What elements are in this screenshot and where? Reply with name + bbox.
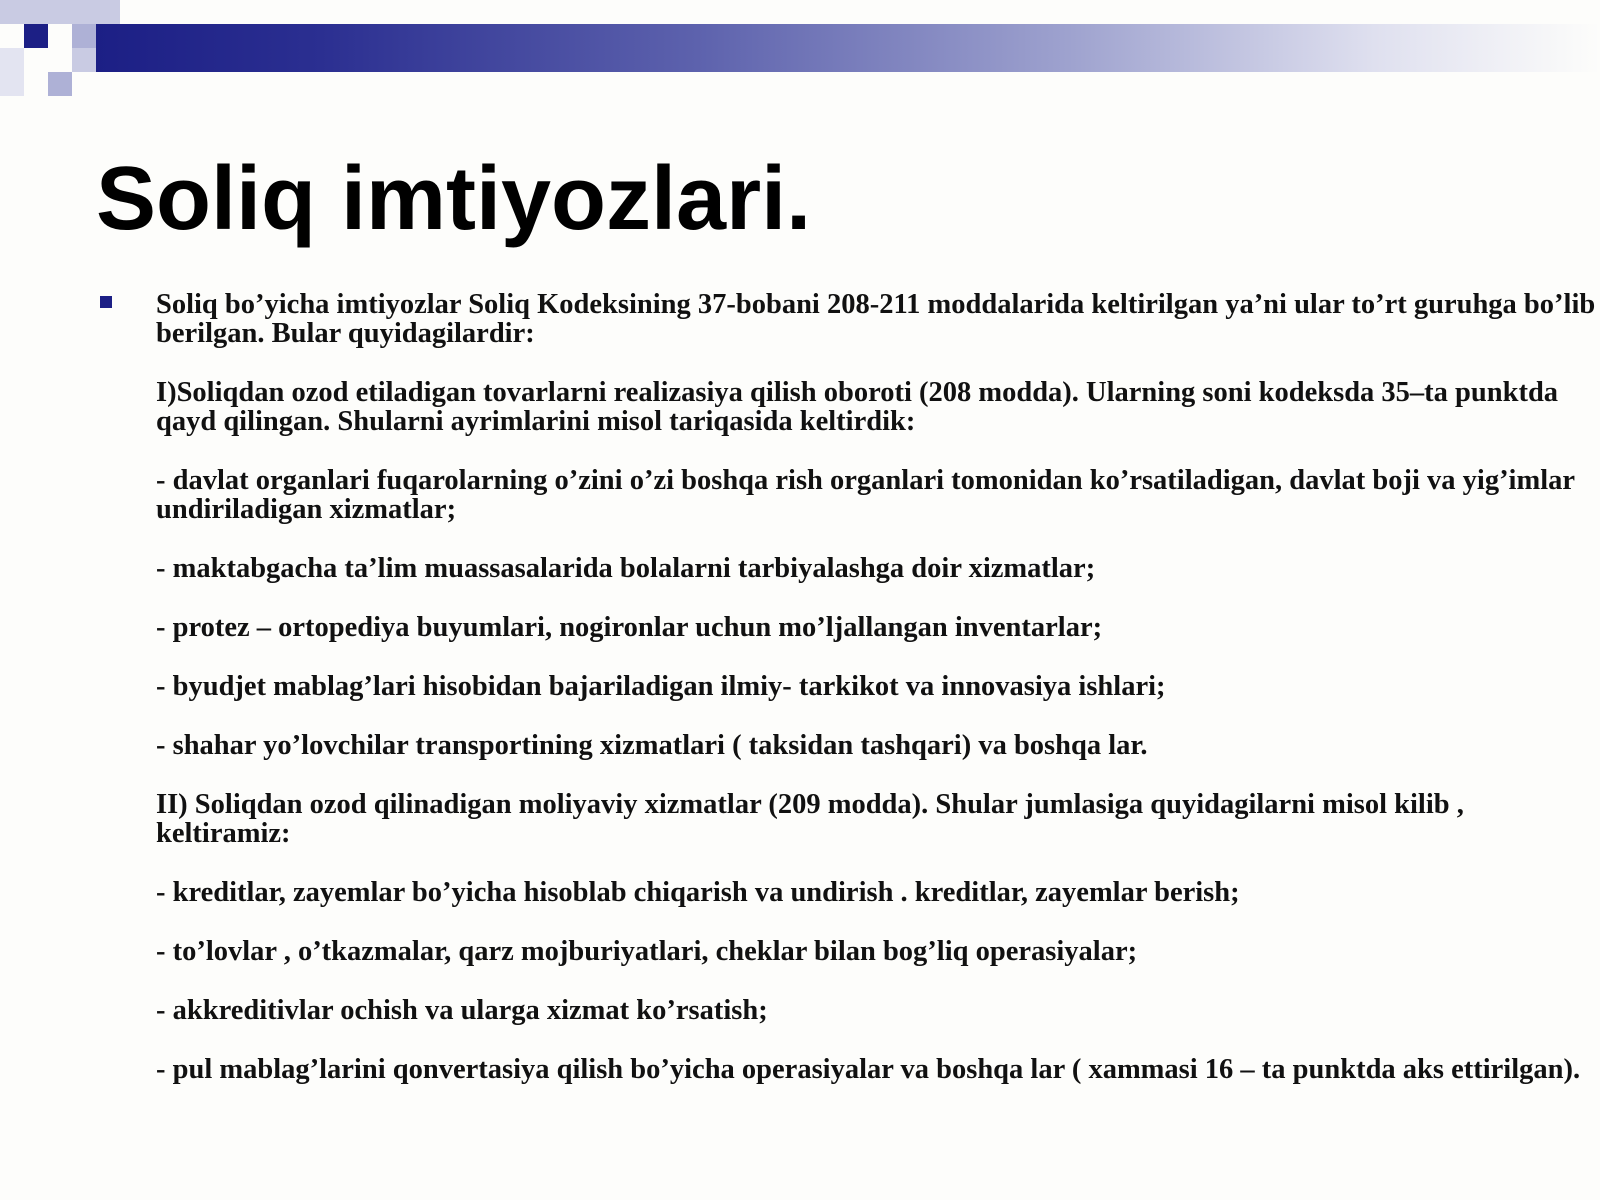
list-item: - pul mablag’larini qonvertasiya qilish bo’yicha operasiyalar va boshqa lar ( xammasi 16 – ta punktda aks ettirilgan). — [156, 1054, 1581, 1085]
bullet-text-block — [156, 290, 1596, 1114]
square-bullet-icon — [100, 296, 112, 308]
header-decoration-square — [72, 0, 120, 24]
list-item: - akkreditivlar ochish va ularga xizmat ko’rsatish; — [156, 995, 768, 1026]
list-item: - to’lovlar , o’tkazmalar, qarz mojburiyatlari, cheklar bilan bog’liq operasiyalar; — [156, 936, 1138, 967]
list-item: - protez – ortopediya buyumlari, nogironlar uchun mo’ljallangan inventarlar; — [156, 612, 1103, 643]
list-item: - shahar yo’lovchilar transportining xizmatlari ( taksidan tashqari) va boshqa lar. — [156, 730, 1148, 761]
list-item: - kreditlar, zayemlar bo’yicha hisoblab chiqarish va undirish . kreditlar, zayemlar berish; — [156, 877, 1240, 908]
list-item: - maktabgacha ta’lim muassasalarida bolalarni tarbiyalashga doir xizmatlar; — [156, 553, 1096, 584]
body-paragraph: Soliq bo’yicha imtiyozlar Soliq Kodeksining 37-bobani 208-211 moddalarida keltirilgan ya’ni ular to’rt guruhga bo’lib berilgan. Bular quyidagilardir: — [156, 289, 1596, 349]
header-decoration-square — [24, 24, 48, 48]
list-item: - byudjet mablag’lari hisobidan bajariladigan ilmiy- tarkikot va innovasiya ishlari; — [156, 671, 1166, 702]
header-gradient-bar — [96, 24, 1600, 72]
body-paragraph: I)Soliqdan ozod etiladigan tovarlarni realizasiya qilish oboroti (208 modda). Ularning soni kodeksda 35–ta punktda qayd qilingan. Shularni ayrimlarini misol tariqasida keltirdik: — [156, 377, 1559, 437]
header-decoration-square — [0, 48, 24, 96]
list-item: - davlat organlari fuqarolarning o’zini o’zi boshqa rish organlari tomonidan ko’rsatiladigan, davlat boji va yig’imlar undiriladigan xizmatlar; — [156, 465, 1575, 525]
header-decoration-square — [0, 0, 72, 24]
slide-title: Soliq imtiyozlari. — [96, 149, 812, 249]
header-decoration-square — [48, 72, 72, 96]
body-paragraph: II) Soliqdan ozod qilinadigan moliyaviy xizmatlar (209 modda). Shular jumlasiga quyidagilarni misol kilib , keltiramiz: — [156, 789, 1464, 849]
header-decoration-square — [72, 48, 96, 72]
